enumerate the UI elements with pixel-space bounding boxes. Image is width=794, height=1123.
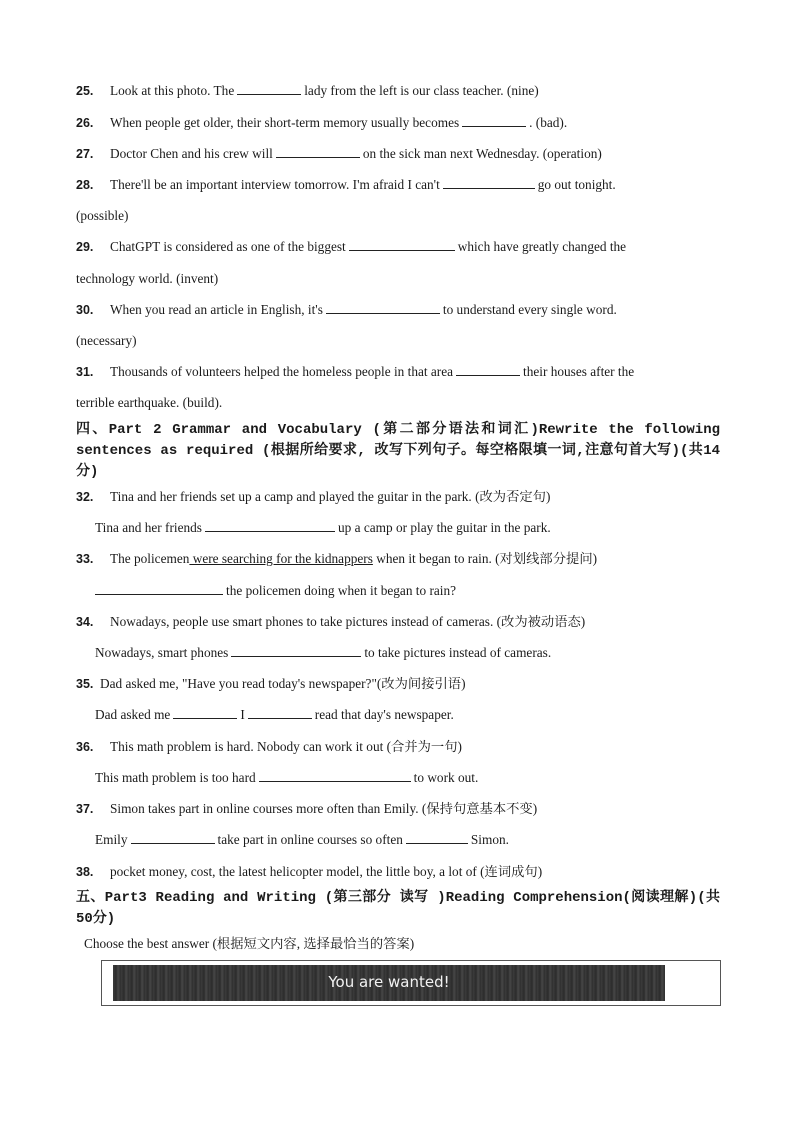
question-28: 28. There'll be an important interview tomorrow. I'm afraid I can't go out tonight. (76, 177, 616, 192)
answer-blank[interactable] (231, 644, 361, 657)
answer-blank[interactable] (259, 769, 411, 782)
question-number: 35. (76, 677, 94, 691)
underlined-phrase: were searching for the kidnappers (189, 551, 373, 566)
question-37-answer: Emily take part in online courses so often Simon. (95, 832, 509, 847)
question-35: 35. Dad asked me, "Have you read today's newspaper?"(改为间接引语) (76, 676, 466, 691)
passage-banner-frame (101, 960, 721, 1006)
question-31: 31. Thousands of volunteers helped the homeless people in that area their houses after the (76, 364, 635, 379)
answer-blank[interactable] (349, 238, 455, 251)
answer-blank[interactable] (95, 582, 223, 595)
answer-blank[interactable] (248, 706, 312, 719)
question-28-hint: (possible) (76, 208, 129, 223)
question-34: 34. Nowadays, people use smart phones to take pictures instead of cameras. (改为被动语态) (76, 614, 586, 629)
question-number: 29. (76, 240, 94, 254)
question-number: 30. (76, 303, 94, 317)
question-32: 32. Tina and her friends set up a camp and played the guitar in the park. (改为否定句) (76, 489, 551, 504)
question-35-answer: Dad asked me I read that day's newspaper. (95, 707, 454, 722)
question-36: 36. This math problem is hard. Nobody can work it out (合并为一句) (76, 739, 462, 754)
question-number: 33. (76, 552, 94, 566)
question-number: 26. (76, 116, 94, 130)
question-31-cont: terrible earthquake. (build). (76, 395, 223, 410)
answer-blank[interactable] (205, 519, 335, 532)
answer-blank[interactable] (173, 706, 237, 719)
question-32-answer: Tina and her friends up a camp or play the guitar in the park. (95, 520, 551, 535)
question-30: 30. When you read an article in English, it's to understand every single word. (76, 302, 617, 317)
question-30-hint: (necessary) (76, 333, 137, 348)
question-number: 36. (76, 740, 94, 754)
question-29: 29. ChatGPT is considered as one of the biggest which have greatly changed the (76, 239, 627, 254)
question-38: 38. pocket money, cost, the latest helicopter model, the little boy, a lot of (连词成句) (76, 864, 543, 879)
answer-blank[interactable] (326, 301, 440, 314)
question-number: 37. (76, 802, 94, 816)
question-26: 26. When people get older, their short-term memory usually becomes . (bad). (76, 115, 568, 130)
question-27: 27. Doctor Chen and his crew will on the sick man next Wednesday. (operation) (76, 146, 602, 161)
reading-instruction: Choose the best answer (根据短文内容, 选择最恰当的答案) (84, 936, 415, 951)
section-4-heading: 四、Part 2 Grammar and Vocabulary (第二部分语法和词汇)Rewrite the following sentences as required (根据所给要求, 改写下列句子。每空格限填一词,注意句首大写)(共14分) (76, 422, 720, 480)
question-number: 31. (76, 365, 94, 379)
answer-blank[interactable] (131, 831, 215, 844)
question-33-answer: the policemen doing when it began to rain? (95, 582, 456, 600)
question-29-cont: technology world. (invent) (76, 271, 219, 286)
section-5-heading: 五、Part3 Reading and Writing (第三部分 读写 )Reading Comprehension(阅读理解)(共50分) (76, 890, 720, 927)
passage-banner (113, 965, 665, 1001)
question-34-answer: Nowadays, smart phones to take pictures instead of cameras. (95, 645, 552, 660)
answer-blank[interactable] (406, 831, 468, 844)
question-number: 32. (76, 490, 94, 504)
banner-title: You are wanted! (328, 973, 450, 991)
question-number: 34. (76, 615, 94, 629)
question-number: 25. (76, 84, 94, 98)
question-number: 27. (76, 147, 94, 161)
question-number: 38. (76, 865, 94, 879)
question-37: 37. Simon takes part in online courses more often than Emily. (保持句意基本不变) (76, 801, 538, 816)
answer-blank[interactable] (456, 363, 520, 376)
answer-blank[interactable] (276, 145, 360, 158)
question-number: 28. (76, 178, 94, 192)
answer-blank[interactable] (462, 114, 526, 127)
question-36-answer: This math problem is too hard to work out. (95, 770, 479, 785)
question-33: 33. The policemen were searching for the kidnappers when it began to rain. (对划线部分提问) (76, 551, 598, 566)
answer-blank[interactable] (443, 176, 535, 189)
answer-blank[interactable] (237, 82, 301, 95)
question-25: 25. Look at this photo. The lady from the left is our class teacher. (nine) (76, 83, 539, 98)
